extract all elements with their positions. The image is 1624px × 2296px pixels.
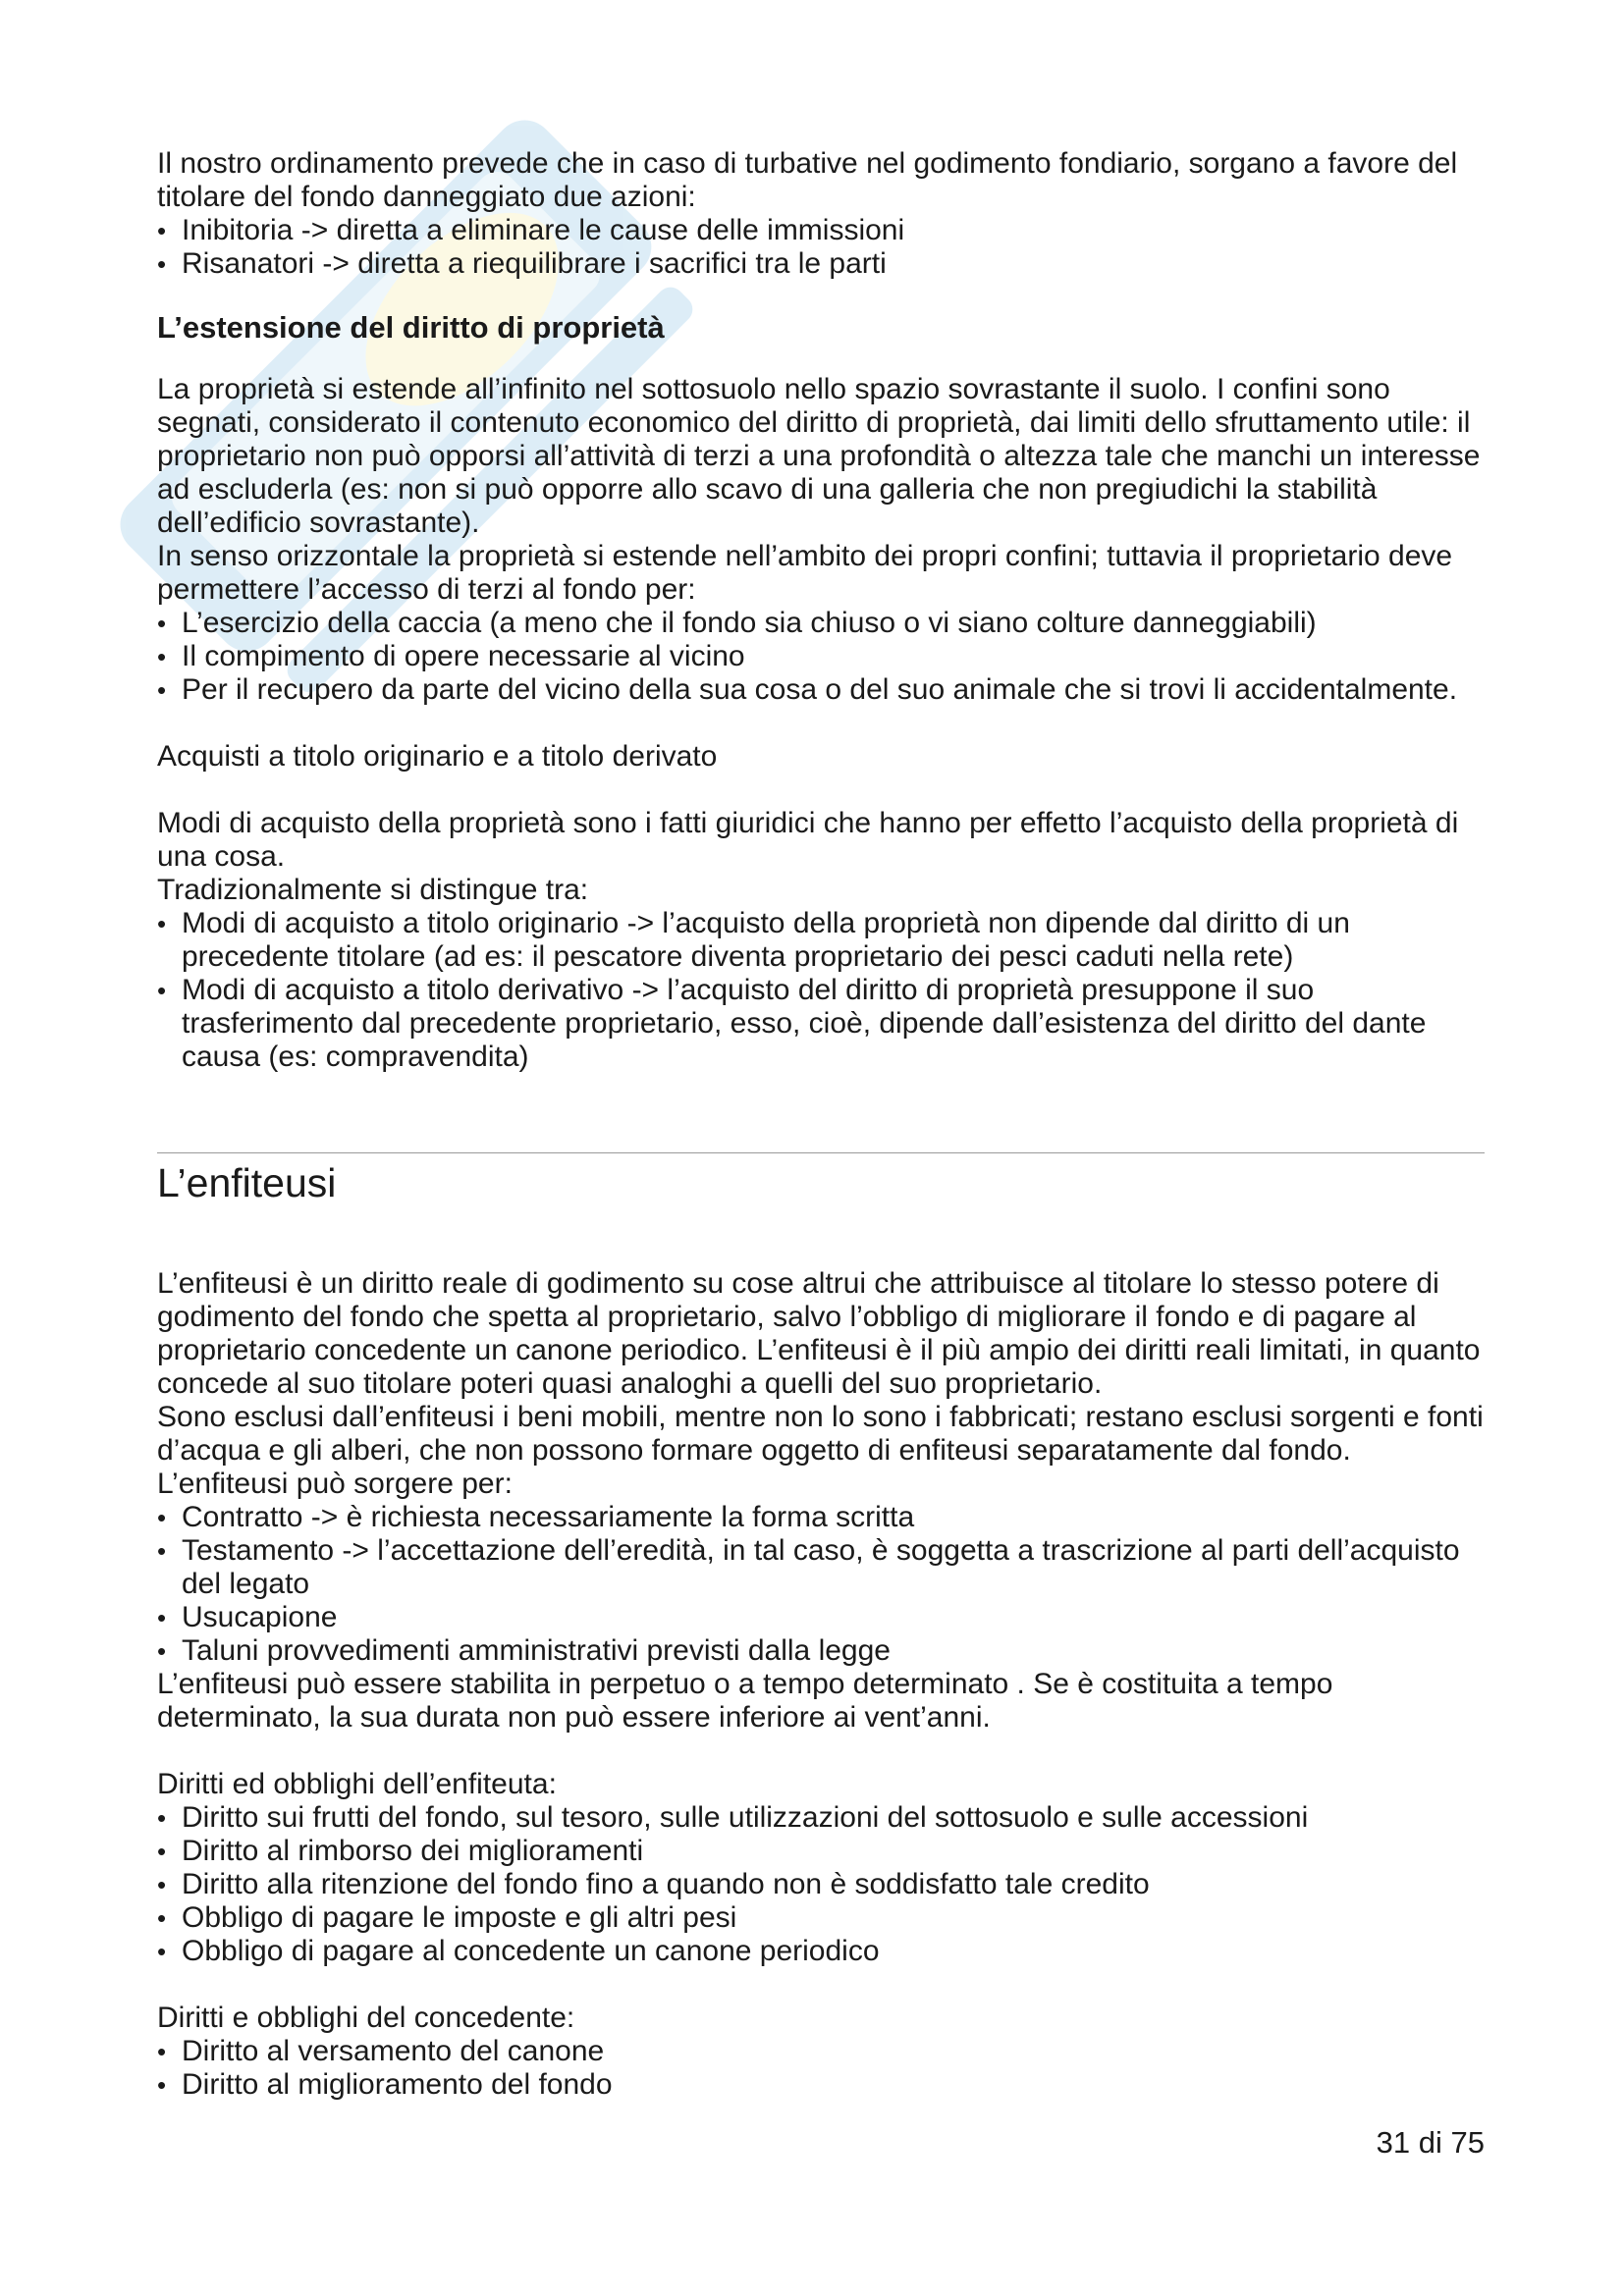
list-item: • Inibitoria -> diretta a eliminare le cause delle immissioni [157,214,1485,247]
list-item: • Diritto al versamento del canone [157,2035,1485,2068]
document-page [157,147,1485,2102]
sorgere-bullet-list [157,1501,1485,1668]
enfiteusi-paragraph-1: L’enfiteusi è un diritto reale di godimento su cose altrui che attribuisce al titolare lo stesso potere di godimento del fondo che spetta al proprietario, salvo l’obbligo di migliorare il fondo e di pagare al proprietario concedente un canone periodico. L’enfiteusi è il più ampio dei diritti reali limitati, in quanto concede al suo titolare poteri quasi analoghi a quelli del suo proprietario. [157,1267,1481,1400]
enfiteuta-heading: Diritti ed obblighi dell’enfiteuta: [157,1768,557,1800]
list-item: • Obbligo di pagare le imposte e gli altri pesi [157,1901,1485,1935]
list-item: • Modi di acquisto a titolo originario -> l’acquisto della proprietà non dipende dal diritto di un precedente titolare (ad es: il pescatore diventa proprietario dei pesci caduti nella rete) [157,907,1485,974]
chapter-title-enfiteusi: L’enfiteusi [157,1160,337,1205]
estensione-paragraph-2: In senso orizzontale la proprietà si estende nell’ambito dei propri confini; tuttavia il proprietario deve permettere l’accesso di terzi al fondo per: [157,540,1453,606]
enfiteuta-bullet-list [157,1801,1485,1968]
estensione-bullet-list [157,607,1485,707]
acquisti-paragraph-1: Modi di acquisto della proprietà sono i fatti giuridici che hanno per effetto l’acquisto della proprietà di una cosa. [157,807,1459,873]
list-item: • Obbligo di pagare al concedente un canone periodico [157,1935,1485,1968]
list-item: • Il compimento di opere necessarie al vicino [157,640,1485,673]
list-item: • Diritto sui frutti del fondo, sul tesoro, sulle utilizzazioni del sottosuolo e sulle accessioni [157,1801,1485,1835]
acquisti-bullet-list [157,907,1485,1074]
list-item: • Diritto al miglioramento del fondo [157,2068,1485,2102]
list-item: • Risanatori -> diretta a riequilibrare i sacrifici tra le parti [157,247,1485,281]
acquisti-paragraph-2: Tradizionalmente si distingue tra: [157,874,589,906]
estensione-paragraph-1: La proprietà si estende all’infinito nel sottosuolo nello spazio sovrastante il suolo. I confini sono segnati, considerato il contenuto economico del diritto di proprietà, dai limiti dello sfruttamento utile: il proprietario non può opporsi all’attività di terzi a una profondità o altezza tale che manchi un interesse ad escluderla (es: non si può opporre allo scavo di una galleria che non pregiudichi la stabilità dell’edificio sovrastante). [157,373,1481,539]
list-item: • L’esercizio della caccia (a meno che il fondo sia chiuso o vi siano colture danneggiabili) [157,607,1485,640]
list-item: • Contratto -> è richiesta necessariamente la forma scritta [157,1501,1485,1534]
enfiteusi-paragraph-4: L’enfiteusi può essere stabilita in perpetuo o a tempo determinato . Se è costituita a tempo determinato, la sua durata non può essere inferiore ai vent’anni. [157,1668,1333,1734]
list-item: • Diritto alla ritenzione del fondo fino a quando non è soddisfatto tale credito [157,1868,1485,1901]
list-item: • Diritto al rimborso dei miglioramenti [157,1835,1485,1868]
list-item: • Modi di acquisto a titolo derivativo -> l’acquisto del diritto di proprietà presuppone il suo trasferimento dal precedente proprietario, esso, cioè, dipende dall’esistenza del diritto del dante causa (es: compravendita) [157,974,1485,1074]
list-item: • Usucapione [157,1601,1485,1634]
concedente-bullet-list [157,2035,1485,2102]
list-item: • Testamento -> l’accettazione dell’eredità, in tal caso, è soggetta a trascrizione al parti dell’acquisto del legato [157,1534,1485,1601]
enfiteusi-paragraph-2: Sono esclusi dall’enfiteusi i beni mobili, mentre non lo sono i fabbricati; restano esclusi sorgenti e fonti d’acqua e gli alberi, che non possono formare oggetto di enfiteusi separatamente dal fondo. [157,1401,1484,1467]
concedente-heading: Diritti e obblighi del concedente: [157,2002,575,2034]
intro-paragraph: Il nostro ordinamento prevede che in caso di turbative nel godimento fondiario, sorgano a favore del titolare del fondo danneggiato due azioni: [157,147,1458,213]
section-heading-estensione: L’estensione del diritto di proprietà [157,310,665,345]
list-item: • Taluni provvedimenti amministrativi previsti dalla legge [157,1634,1485,1668]
acquisti-heading: Acquisti a titolo originario e a titolo derivato [157,740,718,773]
section-divider [157,1152,1485,1153]
enfiteusi-paragraph-3: L’enfiteusi può sorgere per: [157,1468,513,1500]
intro-bullet-list [157,214,1485,281]
list-item: • Per il recupero da parte del vicino della sua cosa o del suo animale che si trovi li accidentalmente. [157,673,1485,707]
page-number: 31 di 75 [1376,2125,1485,2160]
